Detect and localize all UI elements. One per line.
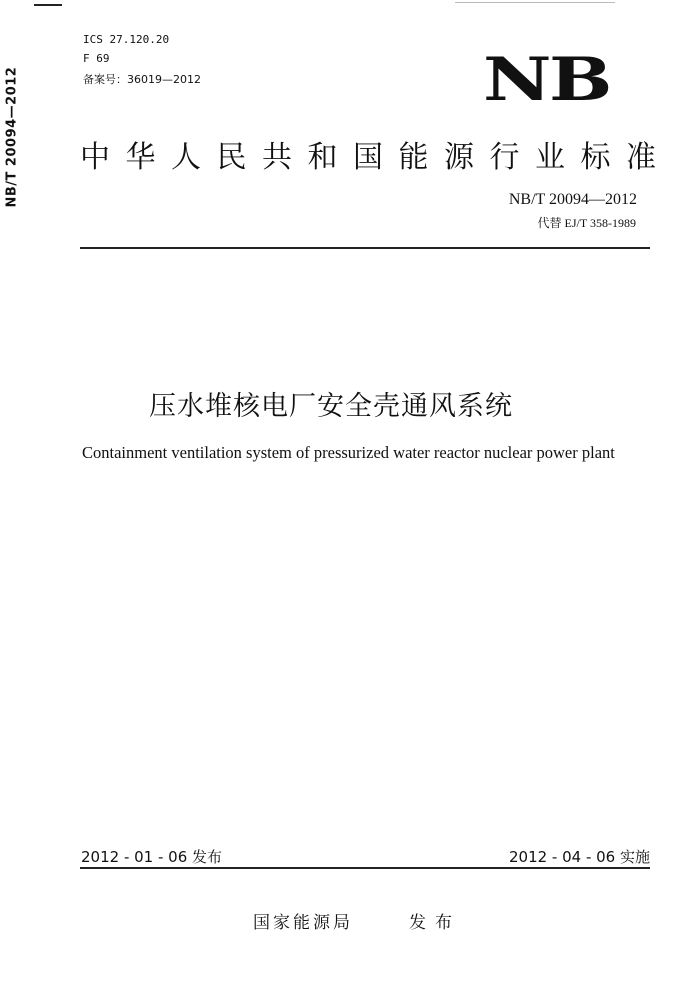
document-title-english: Containment ventilation system of pressurized water reactor nuclear power plant xyxy=(82,443,615,462)
standard-category-title: 中华人民共和国能源行业标准 xyxy=(80,140,672,175)
implementation-date: 2012 - 04 - 06 实施 xyxy=(508,848,650,866)
top-left-rule xyxy=(34,4,62,6)
filing-number: 备案号：36019—2012 xyxy=(83,73,201,86)
ics-code: ICS 27.120.20 xyxy=(83,33,170,46)
classification-code: F 69 xyxy=(83,52,110,65)
standard-number: NB/T 20094—2012 xyxy=(508,191,637,208)
nb-logo: NB xyxy=(483,45,610,115)
document-title-chinese: 压水堆核电厂安全壳通风系统 xyxy=(149,391,513,422)
header-divider xyxy=(80,247,650,249)
top-right-rule xyxy=(455,2,615,3)
side-standard-code: NB/T 20094—2012 xyxy=(4,66,20,208)
publisher-name: 国家能源局 xyxy=(253,913,353,933)
footer-divider xyxy=(80,867,650,869)
issue-date: 2012 - 01 - 06 发布 xyxy=(81,848,223,866)
replaces-standard: 代替 EJ/T 358-1989 xyxy=(537,216,636,230)
publish-label: 发布 xyxy=(409,913,461,933)
